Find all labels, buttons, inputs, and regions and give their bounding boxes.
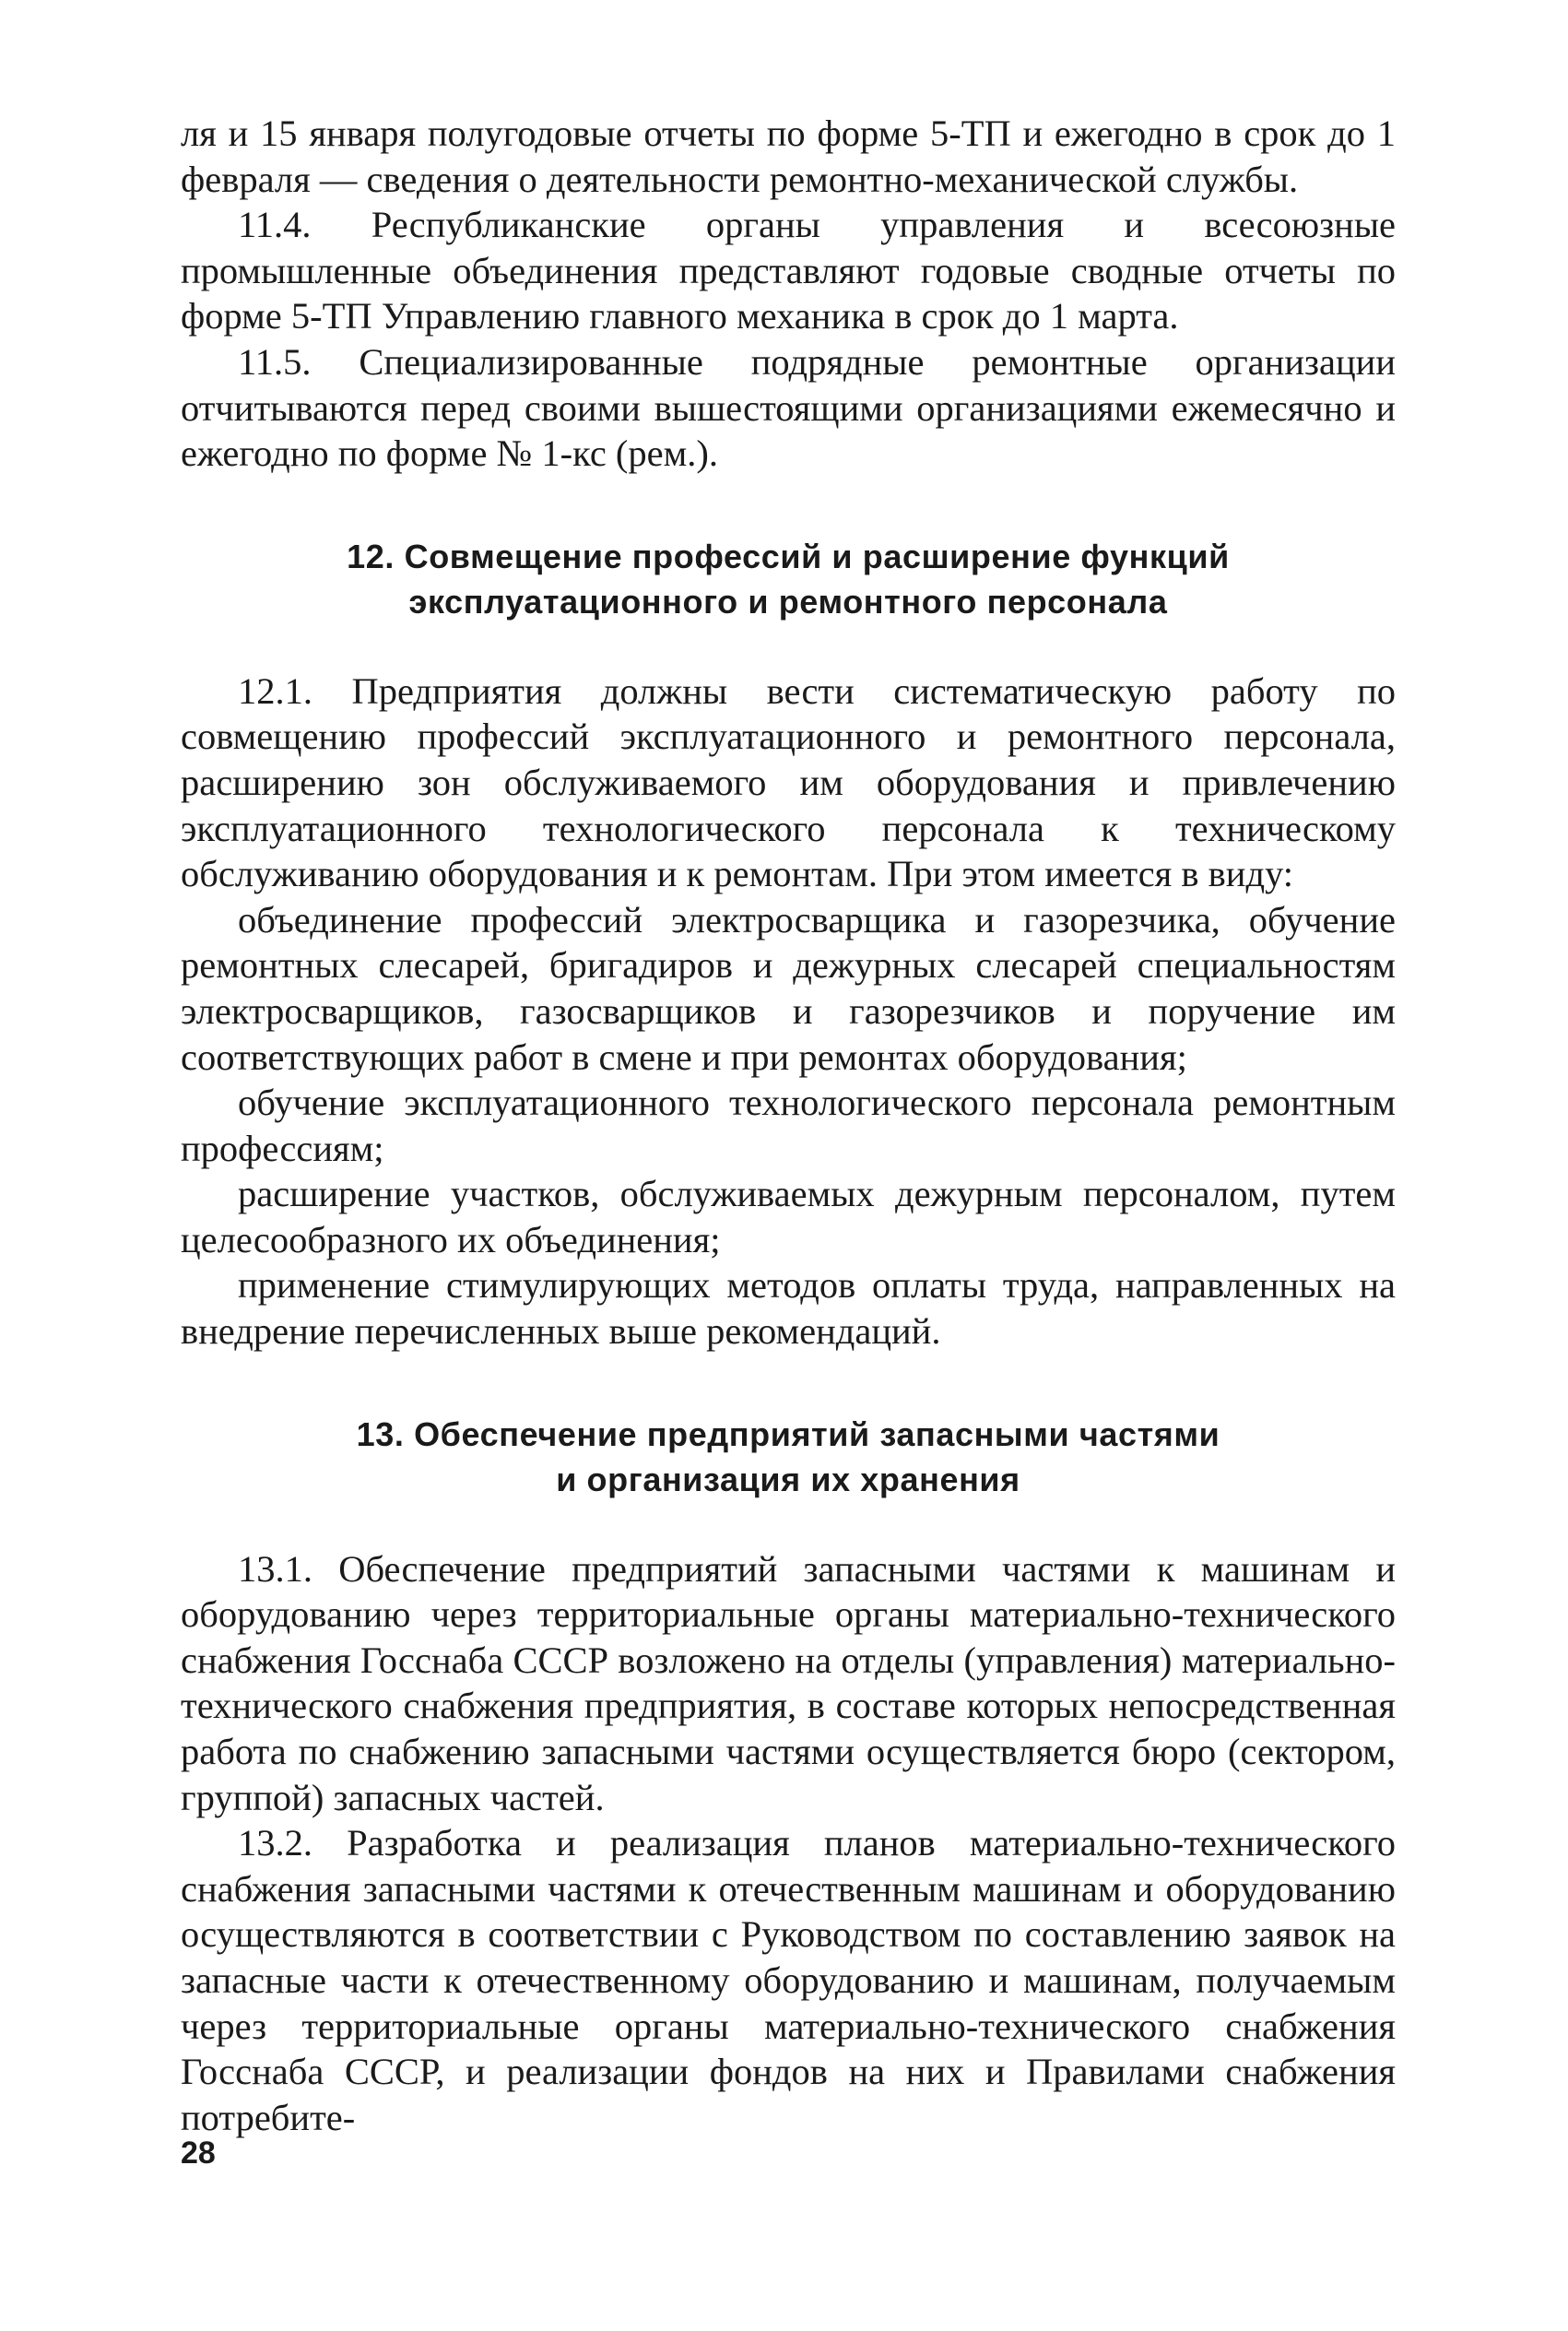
paragraph-11-4: 11.4. Республиканские органы управления и всесоюзные промышленные объединения представляют годовые сводные отчеты по форме 5-ТП Управлению главного механика в срок до 1 марта. <box>181 204 1396 337</box>
section-13-heading <box>181 1412 1396 1502</box>
page-number: 28 <box>181 2136 216 2171</box>
paragraph-reporting-deadlines: ля и 15 января полугодовые отчеты по форме 5-ТП и ежегодно в срок до 1 февраля — сведения о деятельности ремонтно-механической службы. <box>181 112 1396 200</box>
paragraph-13-2: 13.2. Разработка и реализация планов материально-технического снабжения запасными частями к отечественным машинам и оборудованию осуществляются в соответствии с Руководством по составлению заявок на запасные части к отечественному оборудованию и машинам, получаемым через территориальные органы материально-технического снабжения Госснаба СССР, и реализации фондов на них и Правилами снабжения потребите- <box>181 1822 1396 2138</box>
list-item-combining-welder-cutter: объединение профессий электросварщика и газорезчика, обучение ремонтных слесарей, бригадиров и дежурных слесарей специальностям электросварщиков, газосварщиков и газорезчиков и поручение им соответствующих работ в смене и при ремонтах оборудования; <box>181 898 1396 1078</box>
paragraph-11-5: 11.5. Специализированные подрядные ремонтные организации отчитываются перед своими вышестоящими организациями ежемесячно и ежегодно по форме № 1-кс (рем.). <box>181 340 1396 475</box>
paragraph-12-1: 12.1. Предприятия должны вести систематическую работу по совмещению профессий эксплуатационного и ремонтного персонала, расширению зон обслуживаемого им оборудования и привлечению эксплуатационного технологического персонала к техническому обслуживанию оборудования и к ремонтам. При этом имеется в виду: <box>181 669 1396 895</box>
section-13-heading-line-1: 13. Обеспечение предприятий запасными частями <box>356 1414 1220 1453</box>
list-item-training-operators: обучение эксплуатационного технологического персонала ремонтным профессиям; <box>181 1082 1396 1169</box>
paragraph-13-1: 13.1. Обеспечение предприятий запасными частями к машинам и оборудованию через территориальные органы материально-технического снабжения Госснаба СССР возложено на отделы (управления) материально-технического снабжения предприятия, в составе которых непосредственная работа по снабжению запасными частями осуществляется бюро (сектором, группой) запасных частей. <box>181 1547 1396 1818</box>
list-item-incentive-payment: применение стимулирующих методов оплаты труда, направленных на внедрение перечисленных выше рекомендаций. <box>181 1264 1396 1353</box>
section-12-heading <box>181 534 1396 624</box>
text-column <box>181 111 1396 2140</box>
list-item-expanding-areas: расширение участков, обслуживаемых дежурным персоналом, путем целесообразного их объединения; <box>181 1173 1396 1260</box>
section-12-heading-line-1: 12. Совмещение профессий и расширение функций <box>347 537 1230 575</box>
section-13-heading-line-2: и организация их хранения <box>556 1460 1020 1498</box>
section-12-heading-line-2: эксплуатационного и ремонтного персонала <box>408 582 1168 621</box>
